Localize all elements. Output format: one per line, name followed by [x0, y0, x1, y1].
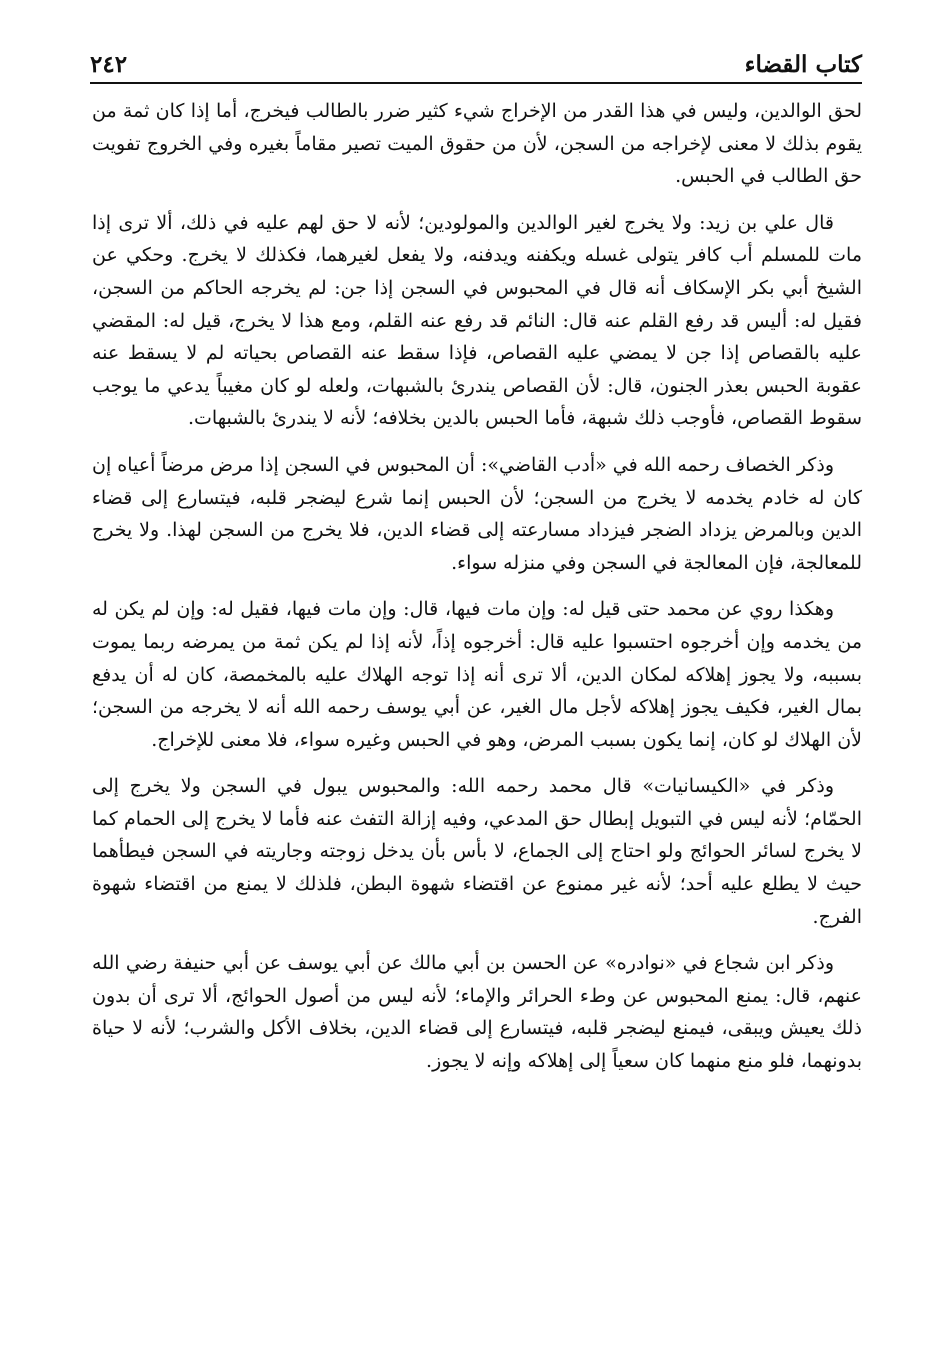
paragraph: قال علي بن زيد: ولا يخرج لغير الوالدين والمولودين؛ لأنه لا حق لهم عليه في ذلك، ألا ترى إذا مات للمسلم أب كافر يتولى غسله ويكفنه ويدفنه، ولا يفعل لغيرهما، فكذلك لا يخرج. وحكي عن الشيخ أبي بكر الإسكاف أنه قال في المحبوس في السجن إذا جن: لم يخرجه الحاكم من السجن، فقيل له: أليس قد رفع القلم عنه قال: النائم قد رفع عنه القلم، ومع هذا لا يخرج، قيل له: المقضي عليه بالقصاص إذا جن لا يمضي عليه القصاص، فإذا سقط عنه القصاص بحياته لم لا يسقط عنه عقوبة الحبس بعذر الجنون، قال: لأن القصاص يندرئ بالشبهات، ولعله لو كان مغيباً يدعي ما يوجب سقوط القصاص، فأوجب ذلك شبهة، فأما الحبس بالدين بخلافه؛ لأنه لا يندرئ بالشبهات. [92, 211, 862, 430]
page-number: ٢٤٢ [90, 51, 128, 78]
page-header [90, 40, 862, 84]
main-text [92, 95, 862, 1092]
paragraph: وذكر الخصاف رحمه الله في «أدب القاضي»: أن المحبوس في السجن إذا مرض مرضاً أعياه إن كان له خادم يخدمه لا يخرج من السجن؛ لأن الحبس إنما شرع ليضجر قلبه، فيتسارع إلى قضاء الدين وبالمرض يزداد الضجر فيزداد مسارعته إلى قضاء الدين، فلا يخرج من السجن لهذا. ولا يخرج للمعالجة، فإن المعالجة في السجن وفي منزله سواء. [92, 453, 862, 574]
paragraph: وذكر في «الكيسانيات» قال محمد رحمه الله: والمحبوس يبول في السجن ولا يخرج إلى الحمّام؛ لأنه ليس في التبويل إبطال حق المدعي، وفيه إزالة التفث عنه فأما لا يخرج إلى الحمام كما لا يخرج لسائر الحوائج ولو احتاج إلى الجماع، لا بأس بأن يدخل زوجته وجاريته في السجن فيطأهما حيث لا يطلع عليه أحد؛ لأنه غير ممنوع عن اقتضاء شهوة البطن، فلذلك لا يمنع من اقتضاء شهوة الفرج. [92, 775, 862, 928]
paragraph: وذكر ابن شجاع في «نوادره» عن الحسن بن أبي مالك عن أبي يوسف عن أبي حنيفة رضي الله عنهم، قال: يمنع المحبوس عن وطء الحرائر والإماء؛ لأنه ليس من أصول الحوائج، ألا ترى أن بدون ذلك يعيش ويبقى، فيمنع ليضجر قلبه، فيتسارع إلى قضاء الدين، بخلاف الأكل والشرب؛ لأنه لا حياة بدونهما، فلو منع منهما كان سعياً إلى إهلاكه وإنه لا يجوز. [92, 952, 862, 1073]
paragraph: وهكذا روي عن محمد حتى قيل له: وإن مات فيها، قال: وإن مات فيها، فقيل له: وإن لم يكن له من يخدمه وإن أخرجوه احتسبوا عليه قال: أخرجوه إذاً، لأنه إذا لم يكن ثمة من يمرضه ربما يموت بسببه، ولا يجوز إهلاكه لمكان الدين، ألا ترى أنه إذا توجه الهلاك عليه بالمخمصة، كان له أن يدفع بمال الغير، فكيف يجوز إهلاكه لأجل مال الغير، عن أبي يوسف رحمه الله أنه لا يخرجه من السجن؛ لأن الهلاك لو كان، إنما يكون بسبب المرض، وهو في الحبس وغيره سواء، فلا معنى للإخراج. [92, 598, 862, 751]
running-title: كتاب القضاء [744, 51, 862, 78]
paragraph: لحق الوالدين، وليس في هذا القدر من الإخراج شيء كثير ضرر بالطالب فيخرج، أما إذا كان ثمة من يقوم بذلك لا معنى لإخراجه من السجن، لأن من حقوق الميت تصير مقاماً بغيره وفي الخروج تفويت حق الطالب في الحبس. [92, 100, 862, 188]
